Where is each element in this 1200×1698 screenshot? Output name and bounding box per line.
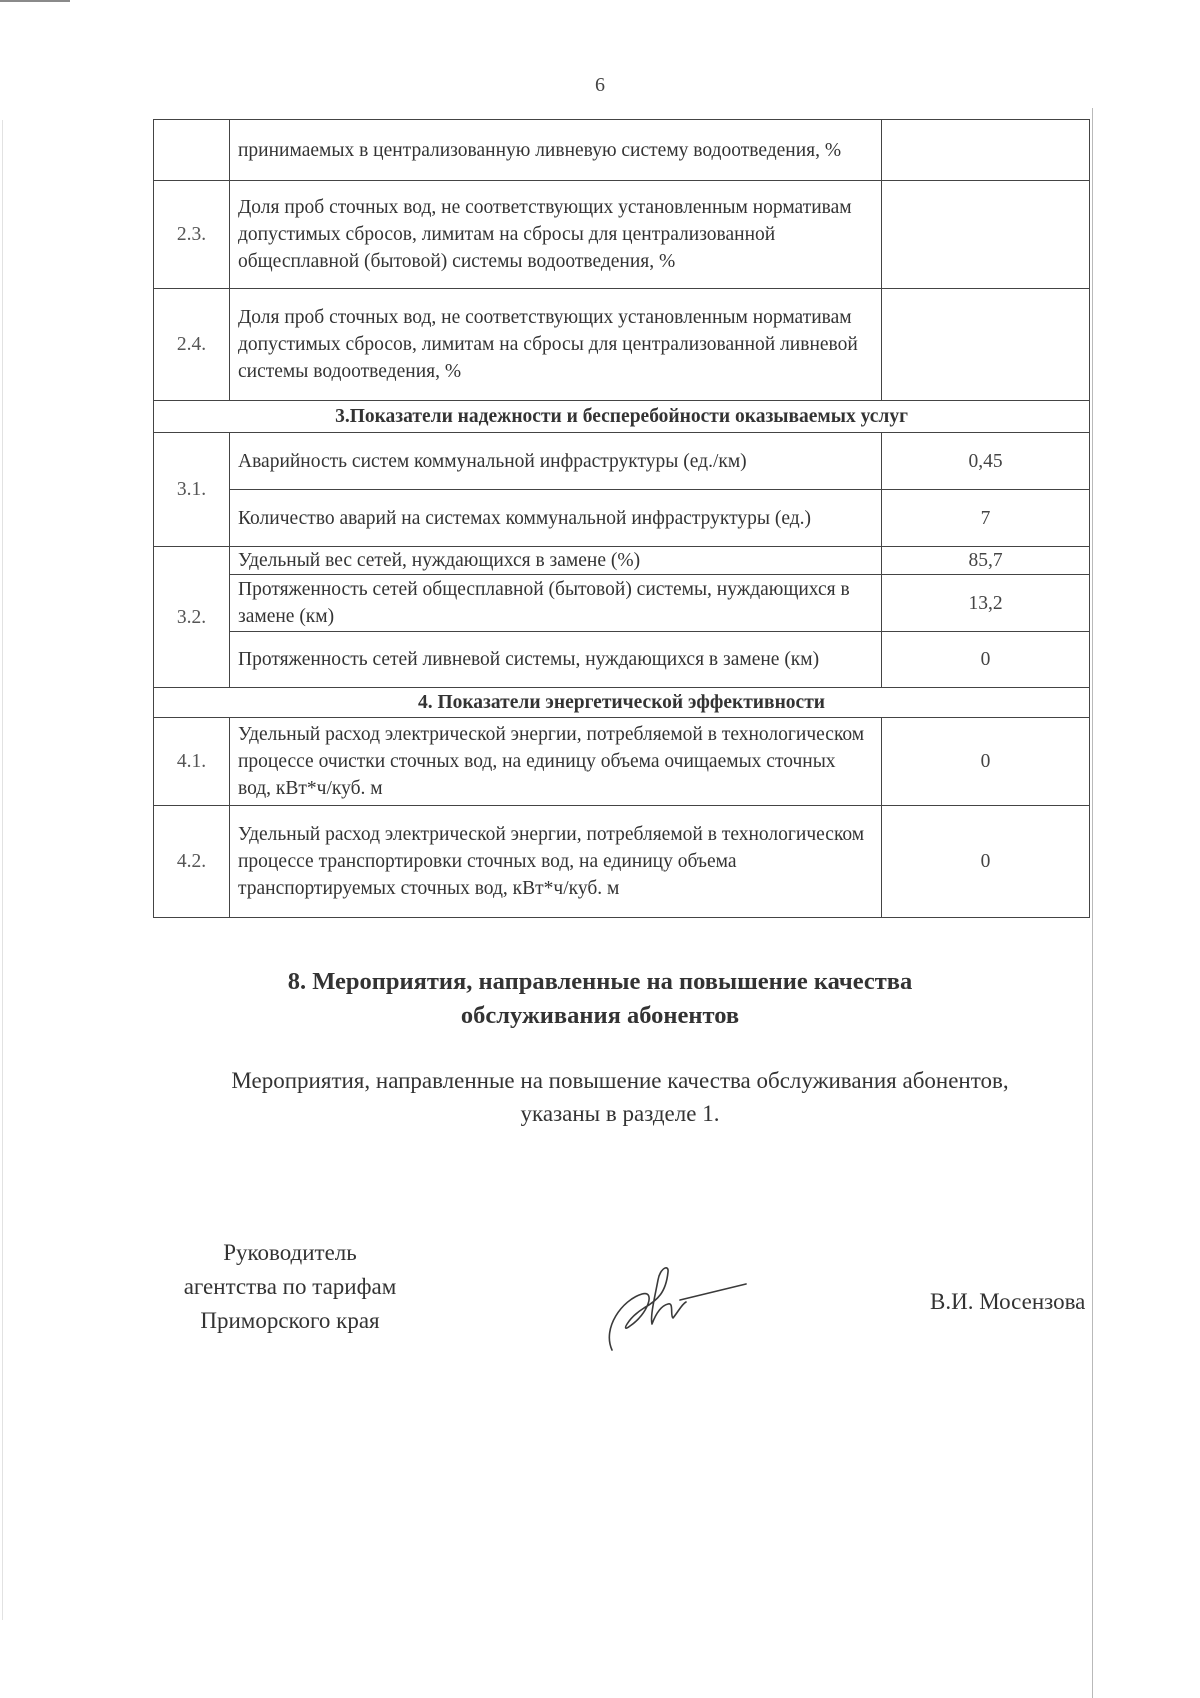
table-row — [154, 181, 1090, 289]
indicator-value: 85,7 — [882, 547, 1090, 575]
indicator-name: Удельный вес сетей, нуждающихся в замене (%) — [230, 547, 882, 575]
indicator-name: Протяженность сетей общесплавной (бытовой) системы, нуждающихся в замене (км) — [230, 575, 882, 632]
indicator-name: Удельный расход электрической энергии, потребляемой в технологическом процессе очистки сточных вод, на единицу объема очищаемых сточных вод, кВт*ч/куб. м — [230, 718, 882, 806]
scan-edge — [2, 120, 3, 1620]
section-row — [154, 688, 1090, 718]
paragraph-line: указаны в разделе 1. — [520, 1101, 720, 1126]
indicator-name: Доля проб сточных вод, не соответствующих установленным нормативам допустимых сбросов, лимитам на сбросы для централизованной общесплавной (бытовой) системы водоотведения, % — [230, 181, 882, 289]
table-row — [154, 490, 1090, 547]
section-row — [154, 401, 1090, 433]
section-title: 3.Показатели надежности и бесперебойности оказываемых услуг — [154, 401, 1090, 433]
indicator-name: Удельный расход электрической энергии, потребляемой в технологическом процессе транспортировки сточных вод, на единицу объема транспортируемых сточных вод, кВт*ч/куб. м — [230, 806, 882, 918]
signer-position-line: Руководитель — [223, 1240, 357, 1265]
signer-name: В.И. Мосензова — [930, 1289, 1086, 1314]
indicator-name: принимаемых в централизованную ливневую систему водоотведения, % — [230, 120, 882, 181]
table-row — [154, 289, 1090, 401]
signer-position-line: агентства по тарифам — [183, 1274, 397, 1299]
indicator-name: Протяженность сетей ливневой системы, нуждающихся в замене (км) — [230, 632, 882, 688]
indicator-value — [882, 120, 1090, 181]
paragraph-line: Мероприятия, направленные на повышение качества обслуживания абонентов, — [231, 1068, 1009, 1093]
indicator-value: 0 — [882, 806, 1090, 918]
table-row — [154, 632, 1090, 688]
indicator-value: 0,45 — [882, 433, 1090, 490]
row-number: 2.3. — [154, 181, 230, 289]
section-title: 4. Показатели энергетической эффективности — [154, 688, 1090, 718]
scan-edge — [0, 0, 70, 2]
indicator-value: 0 — [882, 632, 1090, 688]
table-row — [154, 433, 1090, 490]
row-number: 3.1. — [154, 433, 230, 547]
section-paragraph — [130, 1064, 1110, 1130]
indicator-value — [882, 289, 1090, 401]
handwritten-signature — [600, 1258, 750, 1358]
table-row — [154, 718, 1090, 806]
row-number: 3.2. — [154, 547, 230, 688]
table-row — [154, 120, 1090, 181]
row-number: 4.2. — [154, 806, 230, 918]
indicator-value: 7 — [882, 490, 1090, 547]
scan-edge — [1092, 108, 1093, 1698]
row-number — [154, 120, 230, 181]
signer-position-line: Приморского края — [200, 1308, 380, 1333]
indicator-value — [882, 181, 1090, 289]
page-number: 6 — [595, 74, 605, 96]
table-row — [154, 575, 1090, 632]
section-heading-line: обслуживания абонентов — [460, 1002, 740, 1029]
indicator-name: Аварийность систем коммунальной инфраструктуры (ед./км) — [230, 433, 882, 490]
indicator-name: Доля проб сточных вод, не соответствующих установленным нормативам допустимых сбросов, лимитам на сбросы для централизованной ливневой системы водоотведения, % — [230, 289, 882, 401]
indicator-value: 13,2 — [882, 575, 1090, 632]
table-row — [154, 806, 1090, 918]
section-heading-line: 8. Мероприятия, направленные на повышение качества — [287, 968, 913, 995]
row-number: 2.4. — [154, 289, 230, 401]
section-heading — [200, 965, 1000, 1033]
signer-position — [110, 1236, 470, 1338]
indicator-name: Количество аварий на системах коммунальной инфраструктуры (ед.) — [230, 490, 882, 547]
table-row — [154, 547, 1090, 575]
row-number: 4.1. — [154, 718, 230, 806]
indicator-value: 0 — [882, 718, 1090, 806]
indicators-table — [153, 119, 1090, 918]
